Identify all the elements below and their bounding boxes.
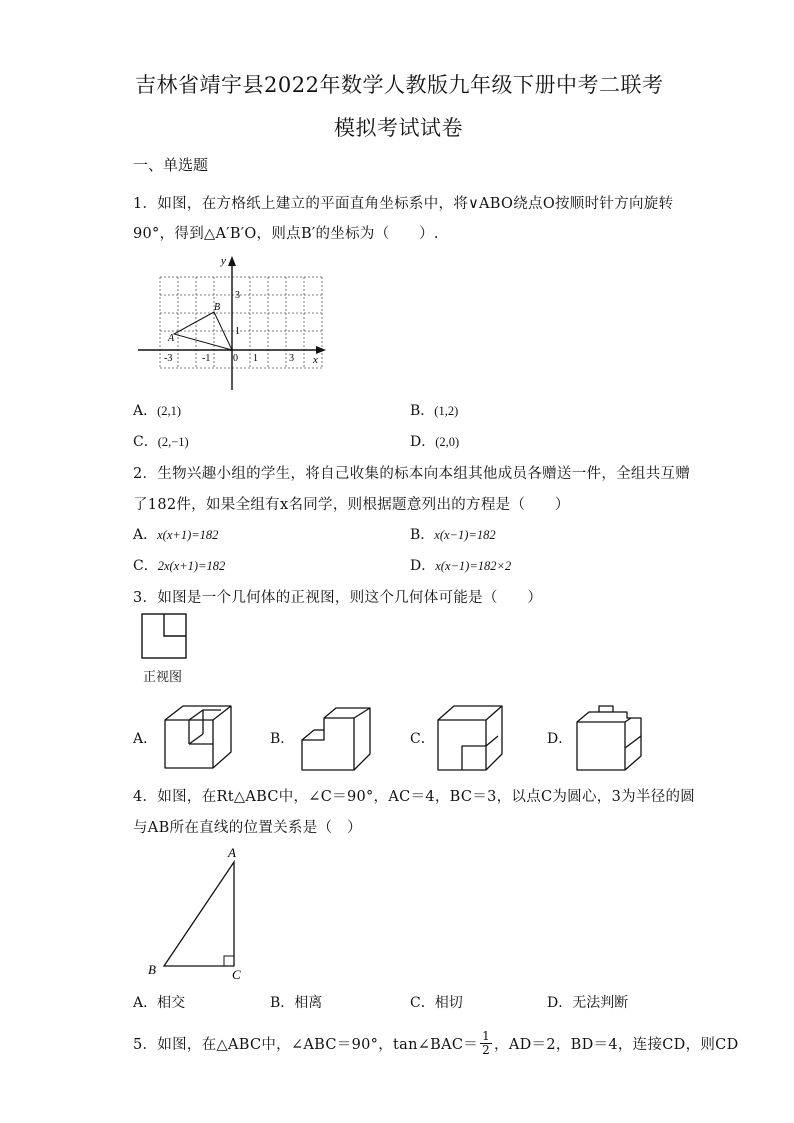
coordinate-grid	[160, 277, 322, 368]
option-letter: D．	[410, 434, 436, 450]
option-value: 相切	[434, 995, 463, 1011]
q3-option-b[interactable]	[270, 728, 294, 748]
q2-option-b[interactable]	[410, 524, 496, 544]
q4-option-c[interactable]	[410, 992, 463, 1012]
question-1-text-line2: 90°，得到△A′B′O，则点B′的坐标为（ ）.	[133, 226, 439, 242]
question-5-text	[133, 1030, 739, 1057]
q2-option-a[interactable]	[133, 524, 218, 544]
point-b-label: B	[214, 302, 221, 313]
question-1-coordinate-figure	[132, 250, 332, 392]
section-heading: 一、单选题	[133, 156, 209, 174]
q1-option-b[interactable]	[410, 400, 458, 420]
q3-option-c-solid[interactable]	[436, 702, 504, 774]
question-5-text-a: 5．如图，在△ABC中，∠ABC＝90°，tan∠BAC＝	[133, 1037, 479, 1053]
q3-option-b-solid[interactable]	[300, 704, 372, 774]
page-title: 吉林省靖宇县2022年数学人教版九年级下册中考二联考	[135, 73, 664, 97]
x-tick-3: 3	[289, 353, 294, 364]
fraction	[480, 1030, 492, 1057]
option-letter: B．	[410, 527, 435, 543]
x-tick-1: 1	[253, 353, 258, 364]
option-value: (2,0)	[435, 435, 460, 449]
x-axis-arrow	[316, 346, 326, 354]
option-letter: C．	[133, 558, 158, 574]
front-view-caption: 正视图	[143, 670, 183, 685]
q1-option-d[interactable]	[410, 431, 459, 451]
option-value: x(x+1)=182	[157, 528, 219, 542]
x-tick-neg3: -3	[164, 353, 173, 364]
front-view-figure	[140, 612, 190, 662]
vertex-a-label: A	[228, 845, 236, 860]
question-5-text-b: ，AD＝2，BD＝4，连接CD，则CD	[494, 1037, 739, 1053]
option-value: (1,2)	[434, 404, 459, 418]
option-letter: B．	[270, 995, 295, 1011]
option-letter: C．	[410, 995, 435, 1011]
q2-option-c[interactable]	[133, 555, 225, 575]
option-value: 相交	[157, 995, 186, 1011]
question-3-text: 3．如图是一个几何体的正视图，则这个几何体可能是（ ）	[133, 590, 543, 606]
q3-option-d[interactable]	[547, 728, 572, 748]
option-letter: A．	[133, 403, 158, 419]
triangle-abo	[174, 312, 232, 350]
question-2-text-line1: 2．生物兴趣小组的学生，将自己收集的标本向本组其他成员各赠送一件，全组共互赠	[133, 466, 691, 482]
option-value: (2,1)	[157, 404, 182, 418]
option-letter: D．	[547, 731, 573, 747]
point-a-label: A	[168, 333, 175, 344]
q3-option-a[interactable]	[133, 728, 157, 748]
vertex-b-label: B	[148, 962, 156, 977]
q3-option-d-solid[interactable]	[575, 704, 645, 774]
option-letter: C．	[133, 434, 158, 450]
option-letter: B．	[410, 403, 435, 419]
q3-option-a-solid[interactable]	[163, 702, 239, 772]
option-value: 2x(x+1)=182	[157, 559, 226, 573]
page-subtitle: 模拟考试试卷	[334, 116, 463, 140]
option-letter: D．	[547, 995, 573, 1011]
y-axis-label: y	[221, 255, 226, 267]
option-value: 相离	[294, 995, 323, 1011]
option-letter: A．	[133, 527, 158, 543]
option-letter: A．	[133, 995, 158, 1011]
q4-option-b[interactable]	[270, 992, 322, 1012]
vertex-c-label: C	[232, 967, 241, 982]
option-value: 无法判断	[572, 995, 629, 1011]
question-4-triangle-figure	[142, 842, 252, 982]
option-letter: C．	[410, 731, 435, 747]
x-tick-neg1: -1	[202, 353, 211, 364]
option-value: (2,−1)	[157, 435, 189, 449]
x-axis-label: x	[313, 354, 318, 366]
y-axis-arrow	[228, 256, 236, 266]
y-tick-1: 1	[235, 326, 240, 337]
option-letter: D．	[410, 558, 436, 574]
question-4-text-line2: 与AB所在直线的位置关系是（ ）	[133, 820, 362, 836]
fraction-numerator: 1	[482, 1029, 491, 1043]
q4-option-a[interactable]	[133, 992, 185, 1012]
question-2-text-line2: 了182件，如果全组有x名同学，则根据题意列出的方程是（ ）	[133, 497, 570, 513]
origin-label: 0	[233, 353, 238, 364]
q3-option-c[interactable]	[410, 728, 435, 748]
fraction-denominator: 2	[482, 1043, 491, 1057]
y-tick-3: 3	[235, 290, 240, 301]
q2-option-d[interactable]	[410, 555, 511, 575]
option-letter: B．	[270, 731, 295, 747]
option-letter: A．	[133, 731, 158, 747]
q4-option-d[interactable]	[547, 992, 628, 1012]
q1-option-c[interactable]	[133, 431, 189, 451]
q1-option-a[interactable]	[133, 400, 181, 420]
question-4-text-line1: 4．如图，在Rt△ABC中，∠C＝90°，AC＝4，BC＝3，以点C为圆心，3为半径的圆	[133, 789, 696, 805]
option-value: x(x−1)=182	[434, 528, 496, 542]
option-value: x(x−1)=182×2	[435, 559, 512, 573]
question-1-text-line1: 1．如图，在方格纸上建立的平面直角坐标系中，将∨ABO绕点O按顺时针方向旋转	[133, 196, 674, 212]
